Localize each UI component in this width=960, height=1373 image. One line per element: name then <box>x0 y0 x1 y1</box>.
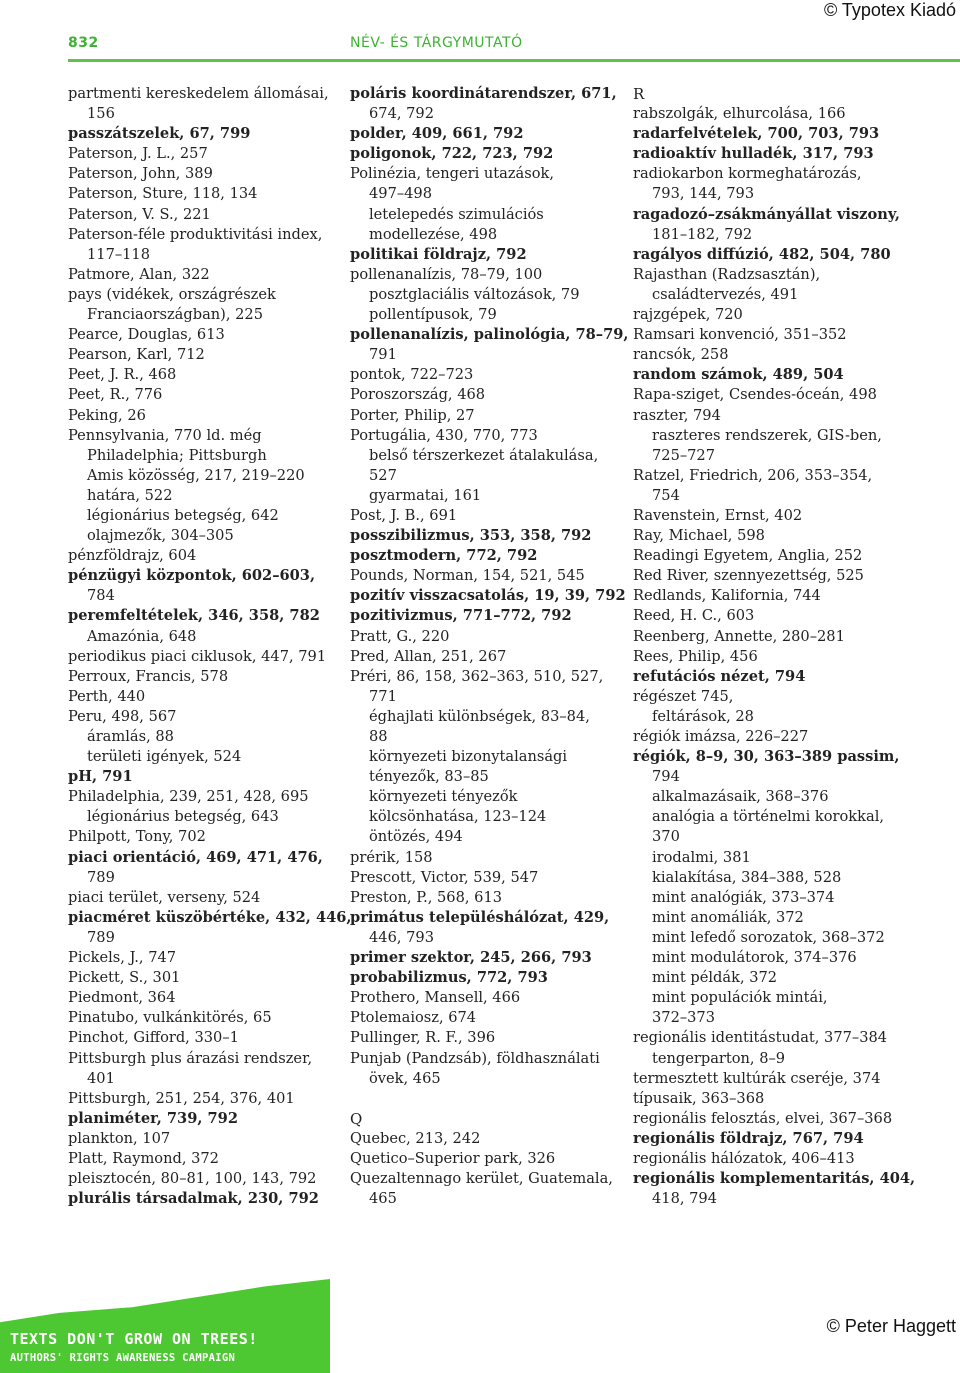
index-entry: Piedmont, 364 <box>68 989 176 1007</box>
index-entry: Peking, 26 <box>68 406 146 424</box>
index-entry: modellezése, 498 <box>369 225 498 243</box>
index-entry: pleisztocén, 80–81, 100, 143, 792 <box>68 1170 317 1188</box>
index-entry: posztglaciális változások, 79 <box>369 285 580 303</box>
index-entry: 754 <box>652 486 680 504</box>
index-entry: piacméret küszöbértéke, 432, 446, <box>68 908 352 926</box>
index-entry: Philadelphia, 239, 251, 428, 695 <box>68 788 309 806</box>
index-column-2 <box>350 84 629 1209</box>
index-entry: plurális társadalmak, 230, 792 <box>68 1190 319 1208</box>
index-entry: polder, 409, 661, 792 <box>350 125 524 143</box>
index-entry: raszter, 794 <box>633 406 721 424</box>
index-entry: övek, 465 <box>369 1069 441 1087</box>
index-entry: Ravenstein, Ernst, 402 <box>633 506 803 524</box>
index-entry: pollentípusok, 79 <box>369 306 497 324</box>
index-entry: kölcsönhatása, 123–124 <box>369 808 547 826</box>
index-entry: primer szektor, 245, 266, 793 <box>350 949 592 967</box>
page-header <box>68 31 960 57</box>
index-entry: Rees, Philip, 456 <box>633 647 758 665</box>
index-entry: irodalmi, 381 <box>652 848 751 866</box>
index-entry: 117–118 <box>87 245 151 263</box>
index-entry: poligonok, 722, 723, 792 <box>350 145 554 163</box>
section-title: NÉV- ÉS TÁRGYMUTATÓ <box>350 35 523 51</box>
index-entry: belső térszerkezet átalakulása, <box>369 446 599 464</box>
index-entry: gyarmatai, 161 <box>369 486 482 504</box>
copyright-author: © Peter Haggett <box>826 1316 956 1336</box>
index-entry: Amazónia, 648 <box>87 627 197 645</box>
index-entry: analógia a történelmi korokkal, <box>652 808 885 826</box>
index-entry: 156 <box>87 105 115 123</box>
index-entry: pénzügyi központok, 602–603, <box>68 567 316 585</box>
index-entry: 725–727 <box>652 446 716 464</box>
index-entry: rajzgépek, 720 <box>633 306 743 324</box>
index-entry: raszteres rendszerek, GIS-ben, <box>652 426 882 444</box>
index-entry: 401 <box>87 1069 115 1087</box>
index-entry: régészet 745, <box>633 687 734 705</box>
index-entry: 789 <box>87 928 115 946</box>
index-entry: pollenanalízis, 78–79, 100 <box>350 265 543 283</box>
index-entry: tényezők, 83–85 <box>369 768 489 786</box>
index-entry: Pounds, Norman, 154, 521, 545 <box>350 567 585 585</box>
index-entry: Ramsari konvenció, 351–352 <box>633 326 847 344</box>
index-entry: 181–182, 792 <box>652 225 753 243</box>
page-number: 832 <box>68 35 99 51</box>
index-entry: Pennsylvania, 770 ld. még <box>68 426 262 444</box>
index-entry: regionális komplementaritás, 404, <box>633 1170 916 1188</box>
index-entry: Post, J. B., 691 <box>350 506 458 524</box>
index-entry: Paterson, John, 389 <box>68 165 213 183</box>
index-entry: olajmezők, 304–305 <box>87 527 234 545</box>
index-entry: alkalmazásaik, 368–376 <box>652 788 829 806</box>
index-entry: prérik, 158 <box>350 848 433 866</box>
index-entry: 465 <box>369 1190 397 1208</box>
index-entry: kialakítása, 384–388, 528 <box>652 868 842 886</box>
index-entry: regionális földrajz, 767, 794 <box>633 1129 864 1147</box>
index-entry: régiók imázsa, 226–227 <box>633 728 809 745</box>
index-entry: plankton, 107 <box>68 1129 171 1147</box>
index-entry: Pullinger, R. F., 396 <box>350 1029 496 1047</box>
index-entry: pH, 791 <box>68 768 133 786</box>
index-entry: random számok, 489, 504 <box>633 366 844 384</box>
index-entry: 771 <box>369 687 397 705</box>
index-entry: légionárius betegség, 642 <box>87 506 279 524</box>
campaign-banner-subtitle: AUTHORS' RIGHTS AWARENESS CAMPAIGN <box>10 1352 236 1364</box>
index-entry: Pinchot, Gifford, 330–1 <box>68 1029 239 1047</box>
index-entry: primátus településhálózat, 429, <box>350 908 610 926</box>
index-entry: radiokarbon kormeghatározás, <box>633 165 862 183</box>
index-entry: 88 <box>369 728 388 745</box>
index-entry: Pearce, Douglas, 613 <box>68 326 225 344</box>
index-entry: Preston, P., 568, 613 <box>350 888 503 906</box>
index-entry: 370 <box>652 828 680 846</box>
index-entry: regionális hálózatok, 406–413 <box>633 1149 855 1167</box>
index-entry: Portugália, 430, 770, 773 <box>350 426 538 444</box>
index-entry: posztmodern, 772, 792 <box>350 547 538 565</box>
index-entry: pollenanalízis, palinológia, 78–79, <box>350 326 629 344</box>
index-entry: áramlás, 88 <box>87 728 174 745</box>
index-entry: Peet, R., 776 <box>68 386 163 404</box>
letter-heading: Q <box>350 1109 363 1128</box>
index-entry: Paterson, V. S., 221 <box>68 205 211 223</box>
index-entry: Punjab (Pandzsáb), földhasználati <box>350 1049 600 1067</box>
index-entry: Perroux, Francis, 578 <box>68 667 229 685</box>
index-entry: Quebec, 213, 242 <box>350 1129 481 1147</box>
campaign-banner-title: TEXTS DON'T GROW ON TREES! <box>10 1330 258 1348</box>
index-entry: 674, 792 <box>369 105 434 123</box>
index-entry: családtervezés, 491 <box>652 285 799 303</box>
index-entry: Pred, Allan, 251, 267 <box>350 647 507 665</box>
blank-line <box>350 1089 618 1109</box>
index-entry: 418, 794 <box>652 1190 717 1208</box>
index-entry: Franciaországban), 225 <box>87 306 263 324</box>
letter-heading: R <box>633 85 645 103</box>
index-entry: mint anomáliák, 372 <box>652 908 804 926</box>
index-entry: környezeti bizonytalansági <box>369 748 568 766</box>
index-entry: Peet, J. R., 468 <box>68 366 177 384</box>
index-entry: pozitív visszacsatolás, 19, 39, 792 <box>350 587 626 605</box>
index-entry: Paterson, Sture, 118, 134 <box>68 185 258 203</box>
index-entry: Porter, Philip, 27 <box>350 406 475 424</box>
index-entry: Rapa-sziget, Csendes-óceán, 498 <box>633 386 877 404</box>
index-entry: refutációs nézet, 794 <box>633 667 806 685</box>
index-entry: ragályos diffúzió, 482, 504, 780 <box>633 245 891 263</box>
index-entry: Pratt, G., 220 <box>350 627 450 645</box>
index-entry: Ratzel, Friedrich, 206, 353–354, <box>633 466 873 484</box>
index-entry: 446, 793 <box>369 928 434 946</box>
header-rule <box>68 59 960 62</box>
index-entry: Peru, 498, 567 <box>68 707 177 725</box>
index-entry: rancsók, 258 <box>633 346 729 364</box>
index-entry: regionális identitástudat, 377–384 <box>633 1029 888 1047</box>
index-entry: Paterson-féle produktivitási index, <box>68 225 323 243</box>
index-entry: mint modulátorok, 374–376 <box>652 949 857 967</box>
index-entry: mint lefedő sorozatok, 368–372 <box>652 928 885 946</box>
index-entry: mint populációk mintái, <box>652 989 828 1007</box>
index-entry: Rajasthan (Radzsasztán), <box>633 265 821 283</box>
index-entry: 789 <box>87 868 115 886</box>
index-entry: régiók, 8–9, 30, 363–389 passim, <box>633 748 900 766</box>
index-entry: peremfeltételek, 346, 358, 782 <box>68 607 320 625</box>
index-entry: Pittsburgh, 251, 254, 376, 401 <box>68 1089 295 1107</box>
index-entry: Redlands, Kalifornia, 744 <box>633 587 821 605</box>
index-entry: Quetico–Superior park, 326 <box>350 1149 556 1167</box>
index-entry: piaci orientáció, 469, 471, 476, <box>68 848 323 866</box>
index-entry: poláris koordinátarendszer, 671, <box>350 85 617 102</box>
index-entry: Philpott, Tony, 702 <box>68 828 206 846</box>
index-entry: pays (vidékek, országrészek <box>68 285 276 303</box>
index-column-3 <box>633 84 933 1209</box>
index-entry: rabszolgák, elhurcolása, 166 <box>633 105 846 123</box>
index-entry: Quezaltennago kerület, Guatemala, <box>350 1170 613 1188</box>
index-entry: Pickett, S., 301 <box>68 969 181 987</box>
index-entry: Pinatubo, vulkánkitörés, 65 <box>68 1009 272 1027</box>
index-entry: Readingi Egyetem, Anglia, 252 <box>633 547 863 565</box>
index-entry: Red River, szennyezettség, 525 <box>633 567 864 585</box>
index-entry: Reed, H. C., 603 <box>633 607 755 625</box>
index-entry: Platt, Raymond, 372 <box>68 1149 219 1167</box>
index-entry: radarfelvételek, 700, 703, 793 <box>633 125 880 143</box>
index-entry: határa, 522 <box>87 486 173 504</box>
index-entry: környezeti tényezők <box>369 788 518 806</box>
index-entry: Perth, 440 <box>68 687 146 705</box>
index-entry: letelepedés szimulációs <box>369 205 544 223</box>
index-entry: 794 <box>652 768 680 786</box>
index-entry: 372–373 <box>652 1009 716 1027</box>
index-entry: 784 <box>87 587 115 605</box>
index-entry: légionárius betegség, 643 <box>87 808 279 826</box>
index-entry: Ray, Michael, 598 <box>633 527 765 545</box>
index-entry: öntözés, 494 <box>369 828 463 846</box>
index-entry: Pittsburgh plus árazási rendszer, <box>68 1049 313 1067</box>
index-entry: regionális felosztás, elvei, 367–368 <box>633 1109 893 1127</box>
index-entry: típusaik, 363–368 <box>633 1089 765 1107</box>
index-entry: Ptolemaiosz, 674 <box>350 1009 477 1027</box>
index-entry: Patmore, Alan, 322 <box>68 265 210 283</box>
index-column-1 <box>68 84 352 1209</box>
index-entry: Prothero, Mansell, 466 <box>350 989 521 1007</box>
index-entry: probabilizmus, 772, 793 <box>350 969 548 987</box>
index-entry: termesztett kultúrák cseréje, 374 <box>633 1069 881 1087</box>
index-entry: Pearson, Karl, 712 <box>68 346 205 364</box>
index-entry: Pickels, J., 747 <box>68 949 177 967</box>
index-entry: 791 <box>369 346 397 364</box>
index-entry: planiméter, 739, 792 <box>68 1109 238 1127</box>
index-entry: feltárások, 28 <box>652 707 754 725</box>
index-entry: politikai földrajz, 792 <box>350 245 527 263</box>
index-entry: 793, 144, 793 <box>652 185 755 203</box>
index-entry: Reenberg, Annette, 280–281 <box>633 627 845 645</box>
copyright-publisher: © Typotex Kiadó <box>823 0 956 20</box>
index-entry: pozitivizmus, 771–772, 792 <box>350 607 572 625</box>
index-entry: Préri, 86, 158, 362–363, 510, 527, <box>350 667 604 685</box>
index-entry: éghajlati különbségek, 83–84, <box>369 707 590 725</box>
index-entry: periodikus piaci ciklusok, 447, 791 <box>68 647 327 665</box>
index-entry: mint példák, 372 <box>652 969 778 987</box>
index-entry: partmenti kereskedelem állomásai, <box>68 85 329 102</box>
index-entry: területi igények, 524 <box>87 748 242 766</box>
index-entry: posszibilizmus, 353, 358, 792 <box>350 527 592 545</box>
index-entry: tengerparton, 8–9 <box>652 1049 786 1067</box>
index-entry: 527 <box>369 466 397 484</box>
index-entry: pénzföldrajz, 604 <box>68 547 197 565</box>
index-entry: mint analógiák, 373–374 <box>652 888 835 906</box>
index-entry: pontok, 722–723 <box>350 366 474 384</box>
index-entry: Prescott, Victor, 539, 547 <box>350 868 539 886</box>
index-entry: Poroszország, 468 <box>350 386 486 404</box>
index-entry: Polinézia, tengeri utazások, <box>350 165 554 183</box>
index-entry: Amis közösség, 217, 219–220 <box>87 466 305 484</box>
index-entry: ragadozó–zsákmányállat viszony, <box>633 205 900 223</box>
index-entry: Philadelphia; Pittsburgh <box>87 446 267 464</box>
index-entry: Paterson, J. L., 257 <box>68 145 208 163</box>
index-entry: 497–498 <box>369 185 433 203</box>
index-entry: passzátszelek, 67, 799 <box>68 125 251 143</box>
index-entry: piaci terület, verseny, 524 <box>68 888 261 906</box>
index-entry: radioaktív hulladék, 317, 793 <box>633 145 874 163</box>
